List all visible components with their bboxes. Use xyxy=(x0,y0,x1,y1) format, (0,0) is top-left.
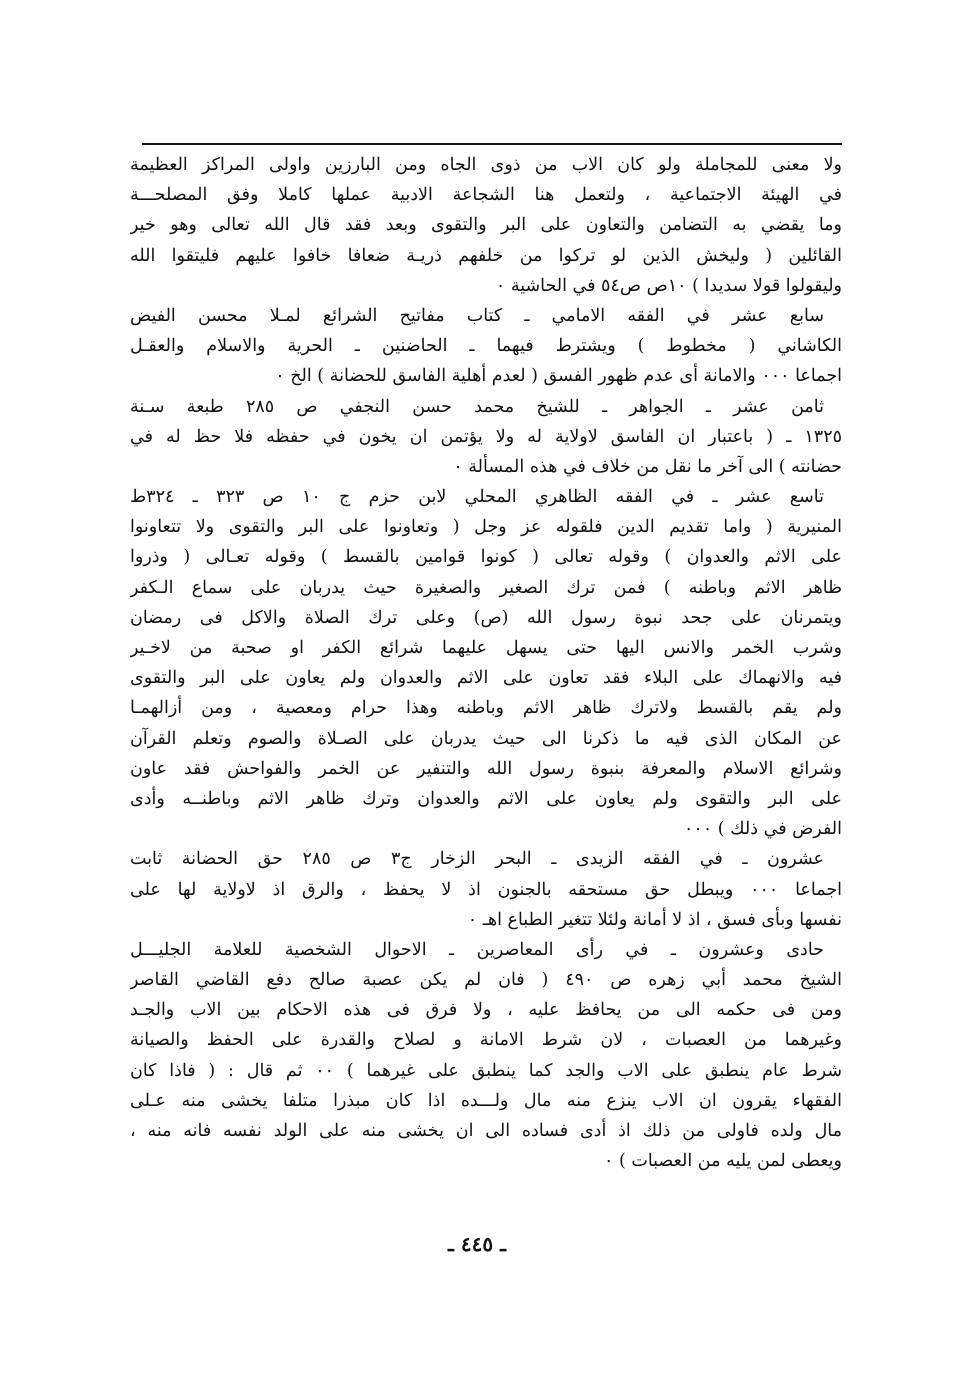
text-line: ثامن عشر ـ الجواهر ـ للشيخ محمد حسن النجفي ص ٢٨٥ طبعة سـنة xyxy=(130,396,824,417)
text-line: عشرون ـ في الفقه الزيدى ـ البحر الزخار ج٣ ص ٢٨٥ حق الحضانة ثابت xyxy=(130,849,825,870)
text-line: المنيرية ( واما تقديم الدين فلقوله عز وجل ( وتعاونوا على البر والتقوى ولا تتعاونوا xyxy=(130,517,842,538)
text-line: تاسع عشر ـ في الفقه الظاهري المحلي لابن حزم ج ١٠ ص ٣٢٣ ـ ٣٢٤ط xyxy=(130,487,824,508)
text-line: وشرب الخمر والانس اليها حتى يسهل عليهما شرائع الكفر او صحبة من لاخـير xyxy=(130,638,842,658)
text-line: وما يقضي به التضامن والتعاون على البر والتقوى وبعد فقد قال الله تعالى وهو خير xyxy=(130,215,842,236)
text-line: ظاهر الاثم وباطنه ) فمن ترك الصغير والصغيرة حيث يدربان على سماع الـكفر xyxy=(130,577,842,598)
text-line: ولا معنى للمجاملة ولو كان الاب من ذوى الجاه ومن البارزين واولى المراكز العظيمة xyxy=(130,155,842,175)
text-line: في الهيئة الاجتماعية ، ولتعمل هنا الشجاعة الادبية عملها كاملا وفق المصلحـــة xyxy=(130,185,842,206)
text-line: على الاثم والعدوان ) وقوله تعالى ( كونوا قوامين بالقسط ) وقوله تعـالى ( وذروا xyxy=(130,547,842,568)
text-line: الفرض في ذلك ) ٠٠٠ xyxy=(684,819,842,840)
text-line: ويتمرنان على جحد نبوة رسول الله (ص) وعلى ترك الصلاة والاكل فى رمضان xyxy=(130,607,842,628)
page-number: ـ ٤٤٥ ـ xyxy=(448,1232,506,1256)
text-line: وليقولوا قولا سديدا ) ١٠ص ص٥٤ في الحاشية ٠ xyxy=(495,275,842,296)
text-line: عن المكان الذى فيه ما ذكرنا الى حيث يدربان على الصـلاة والصوم وتعلم القرآن xyxy=(130,728,842,749)
text-line: ولم يقم بالقسط ولاترك ظاهر الاثم وباطنه وهذا حرام ومعصية ، ومن أزالهمـا xyxy=(130,698,842,719)
text-line: ويعطى لمن يليه من العصبات ) ٠ xyxy=(603,1151,842,1172)
text-line: ١٣٢٥ ـ ( باعتبار ان الفاسق لاولاية له ولا يؤتمن ان يخون في حفظه فلا حظ له في xyxy=(130,426,842,447)
text-line: حادى وعشرون ـ في رأى المعاصرين ـ الاحوال الشخصية للعلامة الجليـــل xyxy=(130,939,824,960)
text-line: اجماعا ٠٠٠ والامانة أى عدم ظهور الفسق ( لعدم أهلية الفاسق للحضانة ) الخ ٠ xyxy=(275,366,842,387)
text-line: الفقهاء يقرون ان الاب ينزع منه مال ولـــده اذا كان مبذرا متلفا يخشى منه عـلى xyxy=(130,1090,842,1111)
text-line: الشيخ محمد أبي زهره ص ٤٩٠ ( فان لم يكن عصبة صالح دفع القاضي القاصر xyxy=(130,970,842,991)
text-line: اجماعا ٠٠٠ ويبطل حق مستحقه بالجنون اذ لا يحفظ ، والرق اذ لاولاية لها على xyxy=(130,879,842,900)
text-line: على البر والتقوى ولم يعاون على الاثم والعدوان وترك ظاهر الاثم وباطنــه وأدى xyxy=(130,788,842,809)
text-line: نفسها وبأى فسق ، اذ لا أمانة ولئلا تتغير الطباع اهـ ٠ xyxy=(467,909,842,930)
text-line: الكاشاني ( مخطوط ) ويشترط فيهما ـ الحاضنين ـ الحرية والاسلام والعقـل xyxy=(130,336,842,357)
text-line: مال ولده فاولى من ذلك اذ أدى فساده الى ان يخشى منه على الولد نفسه فانه منه ، xyxy=(130,1121,842,1141)
text-line: وشرائع الاسلام والمعرفة بنبوة رسول الله والتنفير عن الخمر والفواحش فقد عاون xyxy=(130,758,842,779)
text-line: فيه والانهماك على البلاء فقد تعاون على الاثم والعدوان ولم يعاون على البر والتقوى xyxy=(130,668,842,689)
text-line: القائلين ( وليخش الذين لو تركوا من خلفهم ذريـة ضعافا خافوا عليهم فليتقوا الله xyxy=(130,245,842,266)
text-line: شرط عام ينطبق على الاب والجد كما ينطبق على غيرهما ) ٠٠ ثم قال : ( فاذا كان xyxy=(130,1060,842,1081)
text-line: وغيرهما من العصبات ، لان شرط الامانة و لصلاح والقدرة على الحفظ والصيانة xyxy=(130,1030,842,1051)
body-text xyxy=(130,150,842,1176)
text-line: حضانته ) الى آخر ما نقل من خلاف في هذه المسألة ٠ xyxy=(453,456,842,477)
top-rule xyxy=(142,143,842,145)
text-line: سابع عشر في الفقه الامامي ـ كتاب مفاتيح الشرائع لمـلا محسن الفيض xyxy=(130,305,824,326)
text-line: ومن فى حكمه الى من يحافظ عليه ، ولا فرق فى هذه الاحكام بين الاب والجـد xyxy=(130,1000,842,1021)
